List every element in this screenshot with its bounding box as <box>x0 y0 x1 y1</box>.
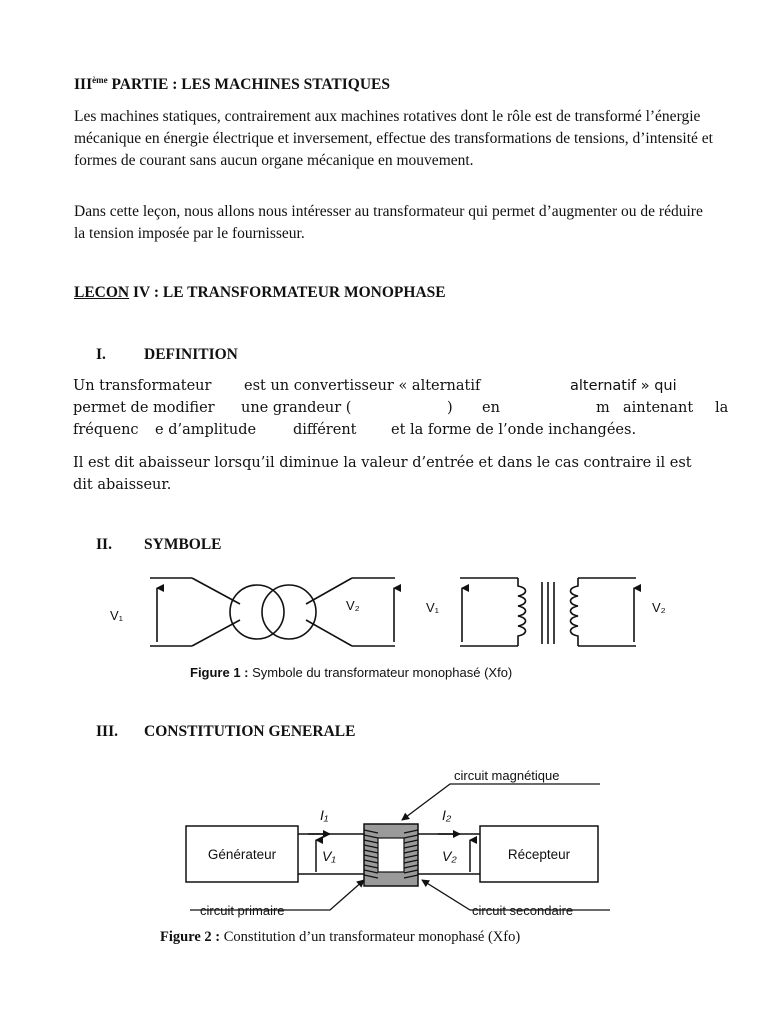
primary-circuit-label: circuit primaire <box>200 903 285 918</box>
section-number: III. <box>96 723 118 740</box>
fig1-v1-left: V₁ <box>110 608 124 623</box>
figure-1-caption-text: Symbole du transformateur monophasé (Xfo) <box>248 665 513 680</box>
def-text: différent <box>293 422 357 438</box>
intro-paragraph-1: Les machines statiques, contrairement aux machines rotatives dont le rôle est de transformé l’énergie mécanique en énergie électrique et inversement, effectue des transformations de tensions, d’intensité et formes de courant sans aucun organe mécanique en mouvement. <box>74 108 713 169</box>
symbol-circles <box>150 578 636 646</box>
def-text: la <box>715 400 729 416</box>
def-text: e d’amplitude <box>155 422 257 438</box>
section-title: SYMBOLE <box>144 536 222 553</box>
part-heading <box>74 75 390 94</box>
lesson-heading <box>74 284 446 302</box>
def-text: aintenant <box>623 400 694 416</box>
generator-label: Générateur <box>207 847 277 862</box>
def-text: une grandeur ( <box>241 400 352 416</box>
def-text: en <box>482 400 500 416</box>
lesson-heading-rest: IV : LE TRANSFORMATEUR MONOPHASE <box>129 284 446 301</box>
fig1-v2-left: V₂ <box>346 598 360 613</box>
magnetic-core <box>364 824 418 886</box>
current-i1-label: I₁ <box>320 807 329 823</box>
current-i2-label: I₂ <box>442 807 452 823</box>
intro-paragraph-2: Dans cette leçon, nous allons nous intéresser au transformateur qui permet d’augmenter ou de réduire la tension imposée par le fournisseur. <box>74 203 703 242</box>
def-text: Un transformateur <box>73 378 212 394</box>
def-text: et la forme de l’onde inchangées. <box>391 422 637 438</box>
def-text: alternatif » qui <box>570 378 677 394</box>
def-text: ) <box>447 400 453 416</box>
figure-1-caption <box>190 665 512 680</box>
def-text: est un convertisseur « alternatif <box>244 378 481 394</box>
figure-2-caption <box>160 929 520 946</box>
section-title: DEFINITION <box>144 346 238 363</box>
figure-2-caption-text: Constitution d’un transformateur monophasé (Xfo) <box>220 929 521 945</box>
section-title: CONSTITUTION GENERALE <box>144 723 356 740</box>
figure-1-caption-label: Figure 1 : <box>190 665 249 680</box>
voltage-v2-label: V₂ <box>442 848 457 864</box>
part-heading-prefix: III <box>74 76 93 94</box>
magnetic-circuit-label: circuit magnétique <box>454 768 560 783</box>
fig1-v1-right: V₁ <box>426 600 440 615</box>
def-text: fréquenc <box>73 422 139 438</box>
secondary-circuit-label: circuit secondaire <box>472 903 574 918</box>
figure-1-transformer-symbols <box>100 570 700 662</box>
receiver-label: Récepteur <box>507 847 571 862</box>
part-heading-title: PARTIE : LES MACHINES STATIQUES <box>107 76 390 94</box>
part-heading-sup: ème <box>92 75 108 85</box>
section-number: II. <box>96 536 112 553</box>
fig1-v2-right: V₂ <box>652 600 666 615</box>
definition-paragraph-2: Il est dit abaisseur lorsqu’il diminue la valeur d’entrée et dans le cas contraire il est dit abaisseur. <box>73 455 692 493</box>
def-text: permet de modifier <box>73 400 215 416</box>
figure-2-caption-label: Figure 2 : <box>160 929 221 945</box>
lesson-heading-underlined: LECON <box>74 284 130 301</box>
section-number: I. <box>96 346 106 363</box>
voltage-v1-label: V₁ <box>322 848 336 864</box>
def-text: m <box>596 400 610 416</box>
figure-2-transformer-constitution <box>180 760 620 922</box>
